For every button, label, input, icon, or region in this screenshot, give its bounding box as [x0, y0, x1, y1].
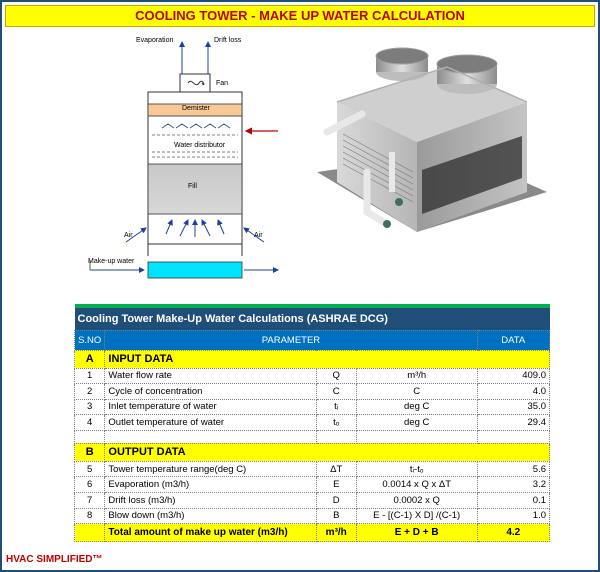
- makeup-water-label: Make-up water: [88, 258, 135, 265]
- fan-label: Fan: [216, 80, 229, 87]
- row-formula: 0.0002 x Q: [356, 493, 477, 509]
- row-parameter: Outlet temperature of water: [105, 415, 316, 431]
- evaporation-label: Evaporation: [136, 37, 174, 44]
- total-row: [75, 524, 550, 542]
- row-sno: 7: [75, 493, 105, 509]
- demister-label: Demister: [182, 105, 211, 112]
- row-value: 3.2: [477, 477, 549, 493]
- row-symbol: E: [316, 477, 356, 493]
- cooling-tower-image: [307, 42, 557, 272]
- row-value: 29.4: [477, 415, 549, 431]
- row-value: 0.1: [477, 493, 549, 509]
- row-unit: m³/h: [356, 368, 477, 384]
- row-parameter: Drift loss (m3/h): [105, 493, 316, 509]
- section-b-letter: B: [75, 443, 105, 461]
- row-symbol: B: [316, 508, 356, 524]
- row-sno: 3: [75, 399, 105, 415]
- row-value: 5.6: [477, 461, 549, 477]
- row-sno: 2: [75, 384, 105, 400]
- drift-loss-label: Drift loss: [214, 37, 242, 44]
- row-sno: 6: [75, 477, 105, 493]
- cooling-tower-illustration: [307, 42, 557, 272]
- section-a-letter: A: [75, 350, 105, 368]
- row-formula: tᵢ-tₒ: [356, 461, 477, 477]
- schematic-drawing: [82, 32, 302, 292]
- row-symbol: tᵢ: [316, 399, 356, 415]
- footer-brand: HVAC SIMPLIFIED™: [6, 554, 103, 565]
- row-unit: deg C: [356, 415, 477, 431]
- row-sno: 5: [75, 461, 105, 477]
- table-title: Cooling Tower Make-Up Water Calculations (ASHRAE DCG): [75, 308, 550, 330]
- total-label: Total amount of make up water (m3/h): [105, 524, 316, 542]
- header-data: DATA: [477, 330, 549, 350]
- row-unit: C: [356, 384, 477, 400]
- row-symbol: ΔT: [316, 461, 356, 477]
- row-value: 4.0: [477, 384, 549, 400]
- row-unit: deg C: [356, 399, 477, 415]
- row-symbol: C: [316, 384, 356, 400]
- row-parameter: Water flow rate: [105, 368, 316, 384]
- table-row: [75, 508, 550, 524]
- row-sno: 8: [75, 508, 105, 524]
- table-row: [75, 399, 550, 415]
- air-left-label: Air: [124, 232, 133, 239]
- header-parameter: PARAMETER: [105, 330, 477, 350]
- total-unit: m³/h: [316, 524, 356, 542]
- cooling-tower-schematic: [82, 32, 302, 292]
- row-symbol: tₒ: [316, 415, 356, 431]
- row-formula: 0.0014 x Q x ΔT: [356, 477, 477, 493]
- row-symbol: Q: [316, 368, 356, 384]
- water-distributor-label: Water distributor: [174, 142, 226, 149]
- row-parameter: Evaporation (m3/h): [105, 477, 316, 493]
- calculation-table: [74, 304, 550, 542]
- row-parameter: Tower temperature range(deg C): [105, 461, 316, 477]
- makeup-water-box: [148, 262, 242, 278]
- row-value: 1.0: [477, 508, 549, 524]
- row-sno: 1: [75, 368, 105, 384]
- table-row: [75, 368, 550, 384]
- table-row: [75, 477, 550, 493]
- table-row: [75, 415, 550, 431]
- row-parameter: Blow down (m3/h): [105, 508, 316, 524]
- total-formula: E + D + B: [356, 524, 477, 542]
- section-b-label: OUTPUT DATA: [105, 443, 550, 461]
- table-row: [75, 384, 550, 400]
- header-sno: S.NO: [75, 330, 105, 350]
- row-parameter: Cycle of concentration: [105, 384, 316, 400]
- fill-label: Fill: [188, 183, 197, 190]
- page-title: COOLING TOWER - MAKE UP WATER CALCULATION: [5, 5, 595, 27]
- table-row: [75, 461, 550, 477]
- spacer-row: [75, 430, 550, 443]
- table-row: [75, 493, 550, 509]
- air-right-label: Air: [254, 232, 263, 239]
- section-a-label: INPUT DATA: [105, 350, 550, 368]
- row-value: 35.0: [477, 399, 549, 415]
- row-sno: 4: [75, 415, 105, 431]
- row-value: 409.0: [477, 368, 549, 384]
- row-formula: E - [(C-1) X D] /(C-1): [356, 508, 477, 524]
- total-value: 4.2: [477, 524, 549, 542]
- row-symbol: D: [316, 493, 356, 509]
- row-parameter: Inlet temperature of water: [105, 399, 316, 415]
- fan-housing: [180, 74, 210, 92]
